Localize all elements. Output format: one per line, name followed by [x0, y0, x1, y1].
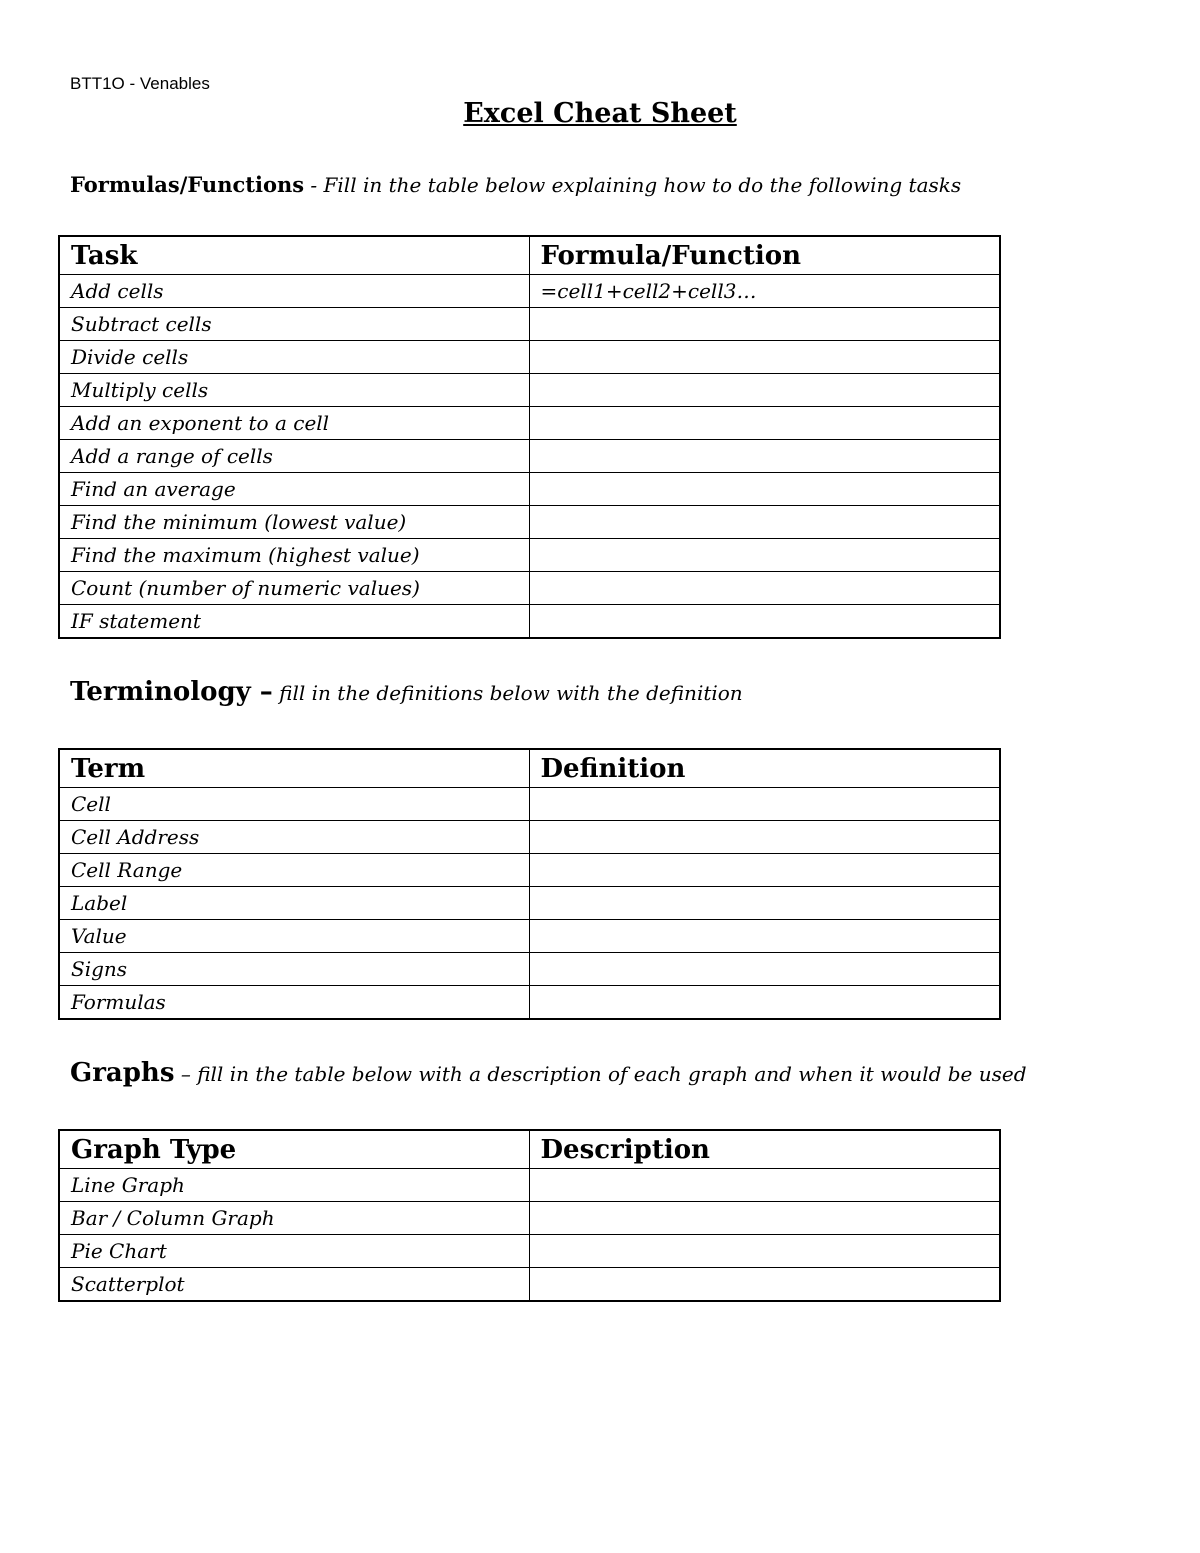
table-row: [59, 1235, 1000, 1268]
row-label-cell: Find the maximum (highest value): [59, 539, 529, 572]
answer-cell[interactable]: [529, 605, 1000, 639]
row-label-cell: Count (number of numeric values): [59, 572, 529, 605]
graphs-heading: [70, 1058, 1027, 1088]
row-label-cell: Cell Range: [59, 854, 529, 887]
column-header-term: Term: [59, 749, 529, 788]
answer-cell[interactable]: [529, 986, 1000, 1020]
formulas-instruction: - Fill in the table below explaining how to do the following tasks: [304, 173, 962, 197]
table-row: [59, 887, 1000, 920]
formulas-heading: [70, 172, 961, 197]
answer-cell[interactable]: [529, 374, 1000, 407]
row-label-cell: Find the minimum (lowest value): [59, 506, 529, 539]
row-label-cell: Value: [59, 920, 529, 953]
row-label-cell: Find an average: [59, 473, 529, 506]
table-row: [59, 407, 1000, 440]
answer-cell[interactable]: [529, 1268, 1000, 1302]
answer-cell[interactable]: [529, 440, 1000, 473]
table-row: [59, 275, 1000, 308]
answer-cell[interactable]: [529, 854, 1000, 887]
row-label-cell: Cell Address: [59, 821, 529, 854]
terminology-heading: [70, 677, 743, 707]
column-header-definition: Definition: [529, 749, 1000, 788]
table-row: [59, 440, 1000, 473]
answer-cell[interactable]: [529, 1169, 1000, 1202]
answer-cell[interactable]: [529, 341, 1000, 374]
page-title: Excel Cheat Sheet: [463, 98, 737, 129]
row-label-cell: Add cells: [59, 275, 529, 308]
answer-cell[interactable]: [529, 308, 1000, 341]
graphs-instruction: – fill in the table below with a description of each graph and when it would be used: [174, 1062, 1027, 1086]
table-row: [59, 506, 1000, 539]
column-header-graph-type: Graph Type: [59, 1130, 529, 1169]
row-label-cell: Formulas: [59, 986, 529, 1020]
row-label-cell: Divide cells: [59, 341, 529, 374]
table-header-row: [59, 1130, 1000, 1169]
row-label-cell: Label: [59, 887, 529, 920]
table-row: [59, 605, 1000, 639]
table-row: [59, 572, 1000, 605]
table-row: [59, 539, 1000, 572]
row-label-cell: Add an exponent to a cell: [59, 407, 529, 440]
table-row: [59, 821, 1000, 854]
header-note: BTT1O - Venables: [70, 74, 210, 93]
table-header-row: [59, 749, 1000, 788]
column-header-description: Description: [529, 1130, 1000, 1169]
terminology-table: [58, 748, 1001, 1020]
row-label-cell: Line Graph: [59, 1169, 529, 1202]
terminology-heading-label: Terminology –: [70, 677, 273, 707]
table-row: [59, 1169, 1000, 1202]
answer-cell[interactable]: [529, 506, 1000, 539]
table-row: [59, 986, 1000, 1020]
table-row: [59, 1202, 1000, 1235]
table-header-row: [59, 236, 1000, 275]
answer-cell[interactable]: [529, 953, 1000, 986]
terminology-instruction: fill in the definitions below with the definition: [272, 681, 743, 705]
row-label-cell: Bar / Column Graph: [59, 1202, 529, 1235]
row-label-cell: Multiply cells: [59, 374, 529, 407]
table-row: [59, 854, 1000, 887]
row-label-cell: Add a range of cells: [59, 440, 529, 473]
row-label-cell: Cell: [59, 788, 529, 821]
row-label-cell: Signs: [59, 953, 529, 986]
answer-cell[interactable]: [529, 920, 1000, 953]
column-header-task: Task: [59, 236, 529, 275]
graphs-heading-label: Graphs: [70, 1058, 175, 1088]
table-row: [59, 374, 1000, 407]
answer-cell[interactable]: [529, 887, 1000, 920]
table-row: [59, 920, 1000, 953]
answer-cell[interactable]: [529, 539, 1000, 572]
column-header-formula: Formula/Function: [529, 236, 1000, 275]
answer-cell[interactable]: [529, 788, 1000, 821]
table-row: [59, 473, 1000, 506]
table-row: [59, 341, 1000, 374]
graphs-table: [58, 1129, 1001, 1302]
answer-cell[interactable]: [529, 821, 1000, 854]
answer-cell[interactable]: [529, 572, 1000, 605]
formulas-heading-label: Formulas/Functions: [70, 172, 305, 197]
table-row: [59, 308, 1000, 341]
row-label-cell: Scatterplot: [59, 1268, 529, 1302]
table-row: [59, 1268, 1000, 1302]
answer-cell[interactable]: =cell1+cell2+cell3…: [529, 275, 1000, 308]
formulas-table: [58, 235, 1001, 639]
table-row: [59, 953, 1000, 986]
row-label-cell: Pie Chart: [59, 1235, 529, 1268]
row-label-cell: IF statement: [59, 605, 529, 639]
answer-cell[interactable]: [529, 407, 1000, 440]
answer-cell[interactable]: [529, 1202, 1000, 1235]
row-label-cell: Subtract cells: [59, 308, 529, 341]
table-row: [59, 788, 1000, 821]
answer-cell[interactable]: [529, 1235, 1000, 1268]
answer-cell[interactable]: [529, 473, 1000, 506]
